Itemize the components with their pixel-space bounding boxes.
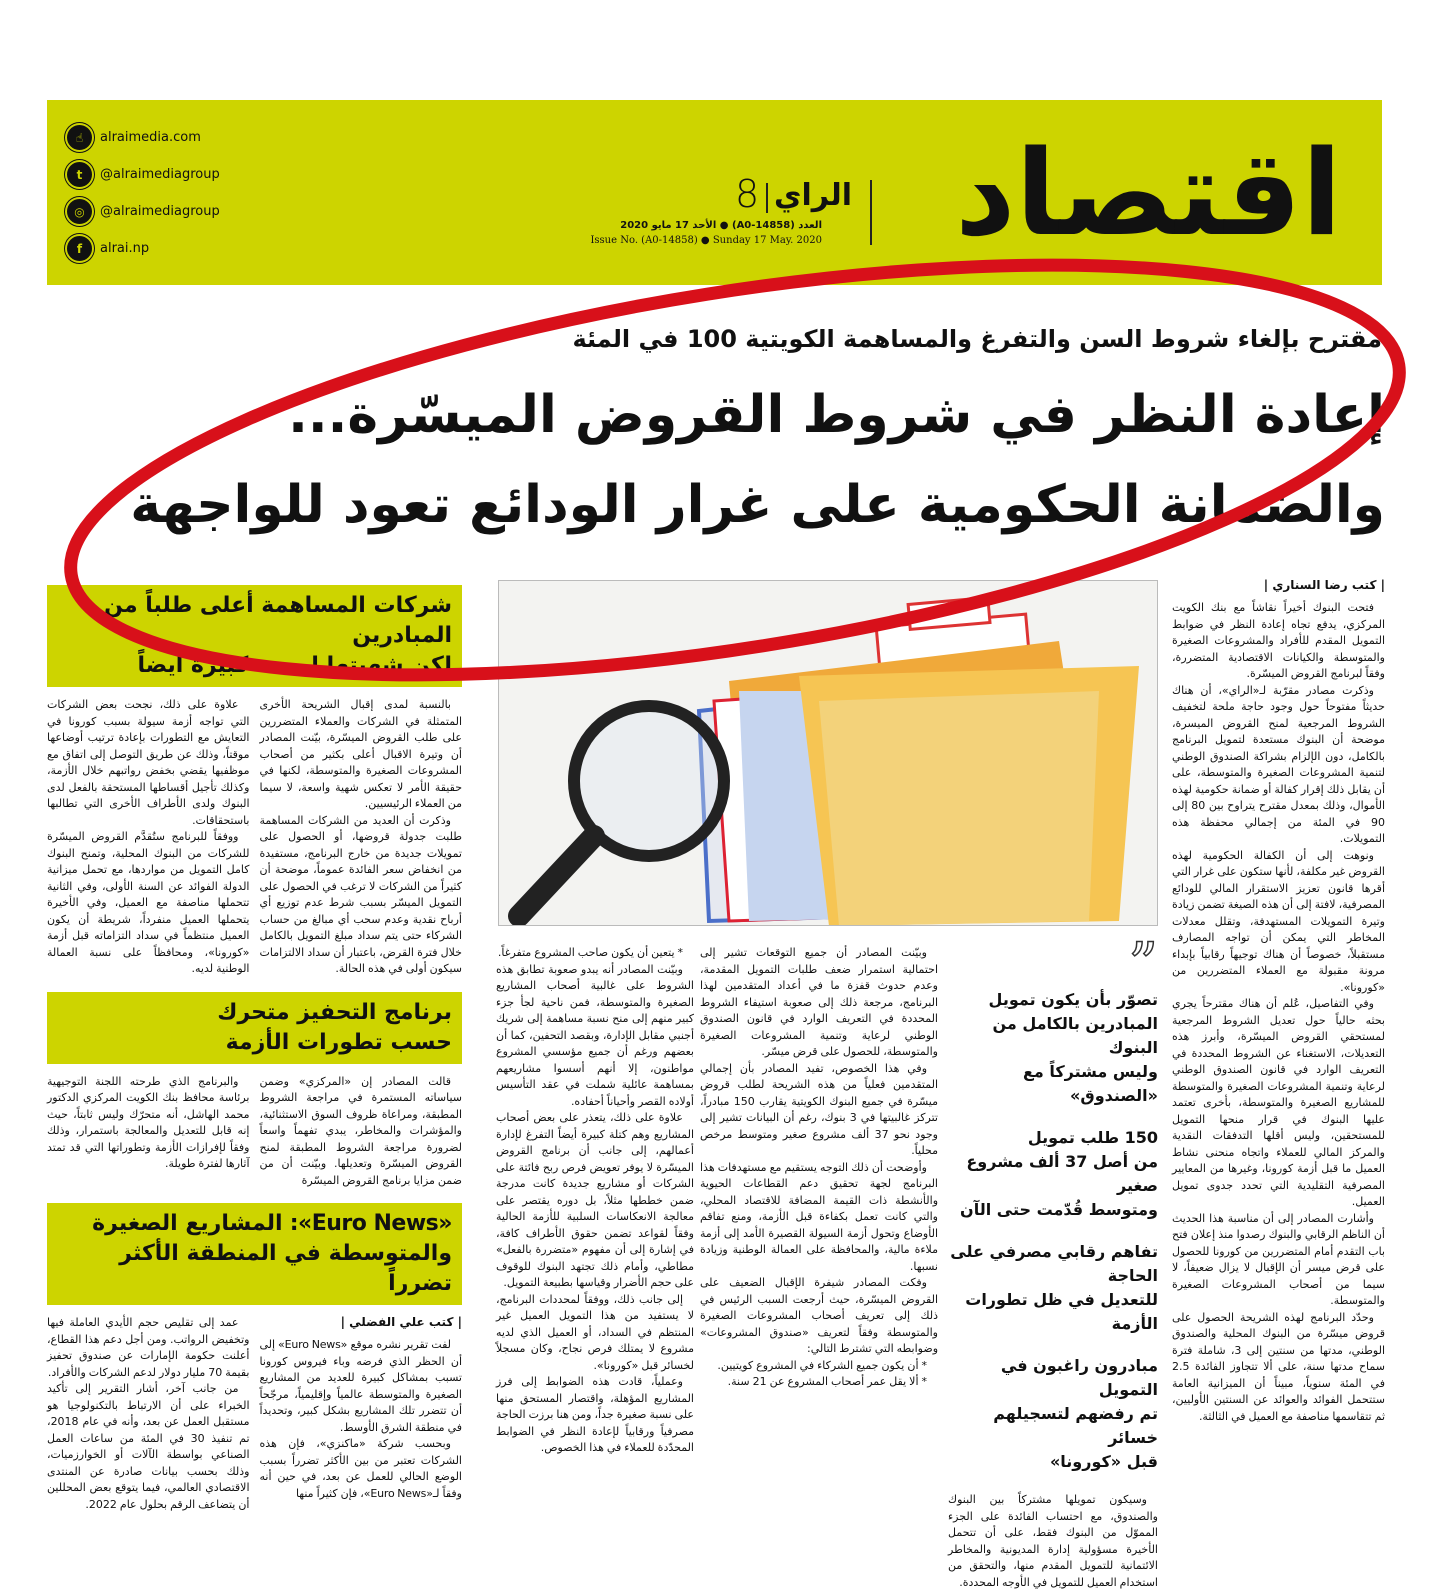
paragraph: وفي التفاصيل، عُلم أن هناك مقترحاً يجري بحثه حالياً حول تعديل الشروط المرجعية لمستحقي القروض الميسّرة، وأبرز هذه التعديلات، الاستغناء عن الشروط المحددة في التعريف الوارد في قانون الصندوق الوطني لرعاية وتنمية المشروعات الصغيرة والمتوسطة للمشاريع الصغيرة والمتوسطة، بأخرى تعتمد عليها البنوك في قرار منحها التمويل للمستحقين، وليس أقلها التدفقات النقدية والمركز المالي للعملاء واتجاه منحنى نشاط العميل ما قبل أزمة كورونا، وغيرها من المعايير المصرفية التقليدية التي تحدد جدوى تمويل العميل. xyxy=(1172,997,1385,1208)
paragraph: وبحسب شركة «ماكنزي»، فإن هذه الشركات تعتبر من بين الأكثر تضرراً بسبب الوضع الحالي للعمل عن بعد، في حين أنه وفقاً لـ«Euro News»، فإن كثيراً منها xyxy=(259,1437,462,1500)
pull-quote-line: مبادرون راغبون في التمويل xyxy=(1000,1356,1158,1399)
social-label: alrai.np xyxy=(100,241,150,256)
side-headline xyxy=(47,992,462,1064)
pull-quote xyxy=(948,1126,1158,1222)
paragraph: وحدّد البرنامج لهذه الشريحة الحصول على قروض ميسّرة من البنوك المحلية والصندوق الوطني، مدتها من سنتين إلى 3، شاملة فترة سماح مدتها سنة، على ألا تتجاوز الفائدة 2.5 في المئة سنوياً، مبيناً أن الميزانية العامة ستتحمل الفوائد والعوائد عن السنتين الأوليين، ثم تتقاسمها مناصفة مع العميل في الثالثة. xyxy=(1172,1310,1385,1423)
paragraph: لفت تقرير نشره موقع «Euro News» إلى أن الحظر الذي فرضه وباء فيروس كورونا تسبب بمشاكل كبيرة للعديد من المشاريع الصغيرة والمتوسطة عالمياً وإقليمياً، مرجّحاً أن تتضرر تلك المشاريع بشكل كبير، وتحديداً في منطقة الشرق الأوسط. xyxy=(259,1338,462,1434)
kicker: مقترح بإلغاء شروط السن والتفرغ والمساهمة الكويتية 100 في المئة xyxy=(572,325,1382,353)
paragraph: وبيّنت المصادر أن جميع التوقعات تشير إلى احتمالية استمرار ضعف طلبات التمويل المقدمة، وعدم حدوث قفزة ما في أعداد المتقدمين لهذا البرنامج، مرجعة ذلك إلى صعوبة استيفاء الشروط المحددة في التعريف الوارد في قانون الصندوق الوطني لرعاية وتنمية المشروعات الصغيرة والمتوسطة، للحصول على قرض ميسّر. xyxy=(700,946,938,1058)
side-column xyxy=(260,1337,463,1502)
side-story xyxy=(47,1203,462,1513)
paragraph: من جانب آخر، أشار التقرير إلى تأكيد الخبراء على أن الارتباط بالتكنولوجيا هو مستقبل العمل عن بعد، وأنه في عام 2018، تم تنفيذ 30 في المئة من ساعات العمل الصناعي بواسطة الآلات أو الخوارزميات، وذلك بحسب بيانات صادرة عن المنتدى الاقتصادي العالمي، فيما يتوقع بعض المحللين أن يتضاعف الرقم بحلول عام 2022. xyxy=(47,1382,250,1511)
paragraph: والبرنامج الذي طرحته اللجنة التوجيهية برئاسة محافظ بنك الكويت المركزي الدكتور محمد الهاشل، أنه متحرّك وليس ثابتاً، حيث إنه قابل للتعديل والمعالجة باستمرار، وذلك وفقاً لإفرازات الأزمة وتطوراتها التي قد تمتد آثارها لفترة طويلة. xyxy=(47,1074,250,1170)
article-column xyxy=(948,1492,1158,1591)
side-headline xyxy=(47,585,462,687)
masthead xyxy=(47,100,1382,285)
paragraph: ووفقاً للبرنامج ستُقدَّم القروض الميسّرة للشركات من البنوك المحلية، وتمنح البنوك كامل التمويل من مواردها، مع تحمل ميزانية الدولة الفوائد عن السنة الأولى، وفي الثانية تتحملها مناصفة مع العميل، وفي الأخيرة يتحملها العميل منفرداً، شريطة أن يكون العميل منتظماً في سداد التزاماته قبل أزمة «كورونا»، ومحافظاً على نسبة العمالة الوطنية لديه. xyxy=(47,830,250,975)
paragraph: وفكت المصادر شيفرة الإقبال الضعيف على القروض الميسّرة، حيث أرجعت السبب الرئيس في ذلك إلى تعريف أصحاب المشروعات الصغيرة والمتوسطة وفقاً لتعريف «صندوق المشروعات» وضوابطه التي تشترط التالي: xyxy=(700,1276,938,1355)
social-link-facebook[interactable] xyxy=(67,236,149,261)
folder-magnifier-photo xyxy=(498,580,1158,926)
social-label: alraimedia.com xyxy=(100,130,201,145)
social-link-web[interactable] xyxy=(67,125,201,150)
paragraph: وعملياً، قادت هذه الضوابط إلى فرز المشاريع المؤهلة، واقتصار المستحق منها على نسبة صغيرة جداً، ومن هنا برزت الحاجة مصرفياً ورقابياً لإعادة النظر في الضوابط المحدّدة للعملاء في هذا الخصوص. xyxy=(496,1375,694,1454)
pull-quote-line: المبادرين بالكامل من البنوك xyxy=(992,1014,1158,1057)
paragraph: قالت المصادر إن «المركزي» وضمن سياساته المستمرة في مراجعة الشروط المطبقة، ومراعاة ظروف السوق الاستثنائية، والمؤشرات والمخاطر، يبدي تفهماً واسعاً لضرورة مراجعة الشروط المطبقة لمنح القروض الميسّرة وتعديلها. وبيّنت أن من ضمن مزايا برنامج القروض الميسّرة xyxy=(259,1074,462,1187)
quotes-column xyxy=(948,930,1158,1591)
paragraph: وسيكون تمويلها مشتركاً بين البنوك والصندوق، مع احتساب الفائدة على الجزء المموّل من البنوك فقط، على أن تتحمل الأخيرة مسؤولية إدارة المديونية والمخاطر الائتمانية للتمويل المقدم منها، والتحقق من استخدام العميل للتمويل في الأوجه المحددة. xyxy=(948,1493,1158,1589)
side-headline-line: حسب تطورات الأزمة xyxy=(225,1029,452,1055)
side-headline-line: والمتوسطة في المنطقة الأكثر تضرراً xyxy=(119,1241,452,1296)
side-headline-line: برنامج التحفيز متحرك xyxy=(217,999,452,1025)
pull-quote-line: للتعديل في ظل تطورات الأزمة xyxy=(965,1290,1158,1333)
side-column xyxy=(47,1315,250,1513)
author-name: كتب علي الفضلي xyxy=(349,1315,454,1329)
side-headline xyxy=(47,1203,462,1305)
side-stories xyxy=(47,585,462,1527)
paragraph: علاوة على ذلك، يتعذر على بعض أصحاب المشاريع وهم كتلة كبيرة أيضاً التفرغ لإدارة أعمالهم، إلى جانب أن برنامج القروض الميسّرة لا يوفر تعويض فرص ربح فائتة على الشركات أو مشاريع جديدة كانت مدرجة ضمن خططها مثلاً، بل دوره يقتصر على معالجة الانعكاسات السلبية للأزمة الحالية وفقاً لقواعد تضمن حقوق الأطراف كافة، في إشارة إلى أن مفهوم «متضررة بالفعل» مطاطي، وأمام ذلك تجتهد البنوك للوقوف على حجم الأضرار وقياسها بطبيعة التمويل. xyxy=(496,1111,694,1289)
pull-quote-line: قبل «كورونا» xyxy=(1049,1452,1158,1471)
paragraph: علاوة على ذلك، نجحت بعض الشركات التي تواجه أزمة سيولة بسبب كورونا في التعايش مع التطورات بإعادة ترتيب أوضاعها موقتاً، وذلك عن طريق التوصل إلى اتفاق مع موظفيها يقضي بخفض رواتبهم خلال الأزمة، وكذلك تأجيل أقساطها المستحقة بالفعل لدى البنوك ولدى الأطراف الأخرى التي تطالبها باستحقاقات. xyxy=(47,698,250,827)
paragraph: فتحت البنوك أخيراً نقاشاً مع بنك الكويت المركزي، يدفع تجاه إعادة النظر في ضوابط التمويل المقدم للأفراد والمشروعات الصغيرة والمتوسطة والكيانات الاقتصادية المتضررة، وفقاً لبرنامج القروض الميسّرة. xyxy=(1172,601,1385,680)
pull-quote-line: 150 طلب تمويل xyxy=(1027,1128,1158,1147)
side-headline-line: لكن شهيتها ليست كبيرة أيضاً xyxy=(137,653,452,678)
side-story xyxy=(47,992,462,1190)
article-column-main xyxy=(1172,578,1385,1425)
byline: | كتب علي الفضلي | xyxy=(340,1315,462,1329)
web-icon: ☝ xyxy=(67,125,92,150)
pull-quote-line: تم رفضهم لتسجيلهم خسائر xyxy=(993,1404,1158,1447)
page-number: 8 xyxy=(735,172,760,216)
paragraph: وبيّنت المصادر أنه يبدو صعوبة تطابق هذه الشروط على غالبية أصحاب المشاريع الصغيرة والمتوسطة، فمن ناحية لجأ جزء كبير منهم إلى منح نسبة مساهمة إلى شريك أجنبي مقابل الإدارة، وبقصد التحفين، كما أن بعضهم ورغم أن جميع مؤسسي المشروع مواطنون، إلا أنهم أسسوا مشاريعهم بمساهمة عائلية شملت في عقد التأسيس أولاده القصر وأحياناً أحفاده. xyxy=(496,962,694,1108)
divider xyxy=(766,183,768,213)
section-logo: اقتصاد xyxy=(954,124,1342,262)
instagram-icon: ◎ xyxy=(67,199,92,224)
paragraph: * يتعين أن يكون صاحب المشروع متفرغاً. xyxy=(497,946,683,959)
pull-quote-line: وليس مشتركاً مع «الصندوق» xyxy=(1022,1062,1158,1105)
headline-line-2: والضمانة الحكومية على غرار الودائع تعود للواجهة xyxy=(130,475,1385,535)
folder-illustration xyxy=(499,581,1158,926)
paragraph: وفي هذا الخصوص، تفيد المصادر بأن إجمالي المتقدمين فعلياً من هذه الشريحة لطلب قروض ميسّرة في جميع البنوك الكويتية يقارب 150 مبادراً، تتركز غالبيتها في 3 بنوك، رغم أن البيانات تشير إلى وجود نحو 37 ألف مشروع صغير ومتوسط مرخص محلياً. xyxy=(700,1061,938,1157)
facebook-icon: f xyxy=(67,236,92,261)
pull-quote-line: ومتوسط قُدّمت حتى الآن xyxy=(960,1200,1158,1219)
paragraph: إلى جانب ذلك، ووفقاً لمحددات البرنامج، لا يستفيد من هذا التمويل العميل غير المنتظم في السداد، أو العميل الذي لديه مشروع لا يمتلك فرص نجاح، وكان مسجلاً لخسائر قبل «كورونا». xyxy=(496,1292,694,1372)
side-headline-line: شركات المساهمة أعلى طلباً من المبادرين xyxy=(104,593,452,648)
social-label: @alraimediagroup xyxy=(100,204,220,219)
paragraph: وأشارت المصادر إلى أن مناسبة هذا الحديث أن الناظم الرقابي والبنوك رصدوا منذ إعلان فتح باب التقدم أمام المتضررين من كورونا للحصول على قرض ميسر أن الإقبال لا يزال ضعيفاً، لا سيما من أصحاب المشروعات الصغيرة والمتوسطة. xyxy=(1172,1211,1385,1307)
social-link-instagram[interactable] xyxy=(67,199,220,224)
side-story xyxy=(47,585,462,978)
side-headline-line: «Euro News»: المشاريع الصغيرة xyxy=(92,1211,452,1236)
paragraph: وأوضحت أن ذلك التوجه يستقيم مع مستهدفات هذا البرنامج لجهة تحقيق دعم القطاعات الحيوية والأنشطة ذات القيمة المضافة للاقتصاد المحلي، والتي كانت تعمل بكفاءة قبل الأزمة، ومنع تفاقم الأوضاع وتحول أزمة السيولة القصيرة الأمد إلى أزمة ملاءة مالية، والمحافظة على العمالة الوطنية وزيادة نسبها. xyxy=(700,1160,938,1273)
article-column xyxy=(1172,600,1385,1425)
paragraph: ونوهت إلى أن الكفالة الحكومية لهذه القروض غير مكلفة، لأنها ستكون على غرار التي أقرها قانون تعزيز الاستقرار المالي للودائع المصرفية، لافتة إلى أن هذه الصيغة تضمن زيادة وتيرة التمويلات المستهدفة، وتقلل معدلات المخاطر التي يمكن أن تواجه المصارف مستقبلاً، خصوصاً أن هناك توجيهاً رقابياً بإبداء مرونة مقبولة مع العملاء المتضررين من «كورونا». xyxy=(1172,848,1385,994)
side-column xyxy=(260,697,463,978)
side-column xyxy=(47,1074,250,1190)
byline: | كتب رضا السناري | xyxy=(1263,578,1385,592)
paragraph: وذكرت مصادر مقرّبة لـ«الراي»، أن هناك حديثاً مفتوحاً حول وجود حاجة ملحة لتخفيف الشروط المرجعية لمنح القروض الميسرة، موضحة أن البنوك مستعدة لتمويل البرنامج بالكامل، دون الإلزام بشراكة الصندوق الوطني لتنمية المشروعات الصغيرة والمتوسطة، على أن يقابل ذلك إقرار كفالة أو ضمانة حكومية لهذه الأموال، وذلك بمعدل مقترح يتراوح بين 80 إلى 90 في المئة من إجمالي محفظة هذه التمويلات. xyxy=(1172,683,1386,845)
issue-info-english: Issue No. (A0-14858) ● Sunday 17 May. 2020 xyxy=(590,235,822,246)
headline-line-1: إعادة النظر في شروط القروض الميسّرة... xyxy=(288,385,1385,445)
quote-mark-icon: ” xyxy=(1128,930,1158,998)
paragraph: * ألا يقل عمر أصحاب المشروع عن 21 سنة. xyxy=(727,1375,927,1388)
paper-name: الراي xyxy=(774,178,852,213)
paragraph: عمد إلى تقليص حجم الأيدي العاملة فيها وتخفيض الرواتب. ومن أجل دعم هذا القطاع، أعلنت حكومة الإمارات عن صندوق تحفيز بقيمة 70 مليار دولار لدعم الشركات والأفراد. xyxy=(47,1316,250,1379)
twitter-icon: t xyxy=(67,162,92,187)
pull-quote xyxy=(948,1240,1158,1336)
divider xyxy=(870,180,872,245)
pull-quote-line: تفاهم رقابي مصرفي على الحاجة xyxy=(950,1242,1158,1285)
issue-info-arabic: العدد (A0-14858) ● الأحد 17 مايو 2020 xyxy=(620,220,822,231)
paragraph: * أن يكون جميع الشركاء في المشروع كويتيين. xyxy=(717,1358,927,1372)
side-column xyxy=(260,1074,463,1190)
paragraph: وذكرت أن العديد من الشركات المساهمة طلبت جدولة قروضها، أو الحصول على تمويلات جديدة من خارج البرنامج، مستفيدة من انخفاض سعر الفائدة عموماً، موضحة أن كثيراً من الشركات لا ترغب في الحصول على التمويل الميسّر بسبب شرط عدم توزيع أي أرباح نقدية وعدم سحب أي مبالغ من حساب الشركاء حتى يتم سداد مبلغ التمويل بالكامل خلال فترة القرض، باعتبار أن سداد الالتزامات سيكون أولى في هذه الحالة. xyxy=(259,813,462,975)
pull-quote xyxy=(948,1354,1158,1474)
pull-quote xyxy=(948,988,1158,1108)
article-column xyxy=(700,945,938,1391)
article-column xyxy=(496,945,694,1457)
social-label: @alraimediagroup xyxy=(100,167,220,182)
pull-quote-line: تصوّر بأن يكون تمويل xyxy=(988,990,1158,1009)
author-name: كتب رضا السناري xyxy=(1272,578,1377,592)
social-link-twitter[interactable] xyxy=(67,162,220,187)
pull-quote-line: من أصل 37 ألف مشروع صغير xyxy=(966,1152,1158,1195)
side-column xyxy=(47,697,250,978)
paragraph: بالنسبة لمدى إقبال الشريحة الأخرى المتمثلة في الشركات والعملاء المتضررين على طلب القروض الميسّرة، بيّنت المصادر أن وتيرة الاقبال أعلى بكثير من أصحاب المشروعات الصغيرة والمتوسطة، لكنها في حقيقة الأمر لا تعكس شهية واسعة، لا سيما من العملاء الرئيسيين. xyxy=(259,698,462,810)
